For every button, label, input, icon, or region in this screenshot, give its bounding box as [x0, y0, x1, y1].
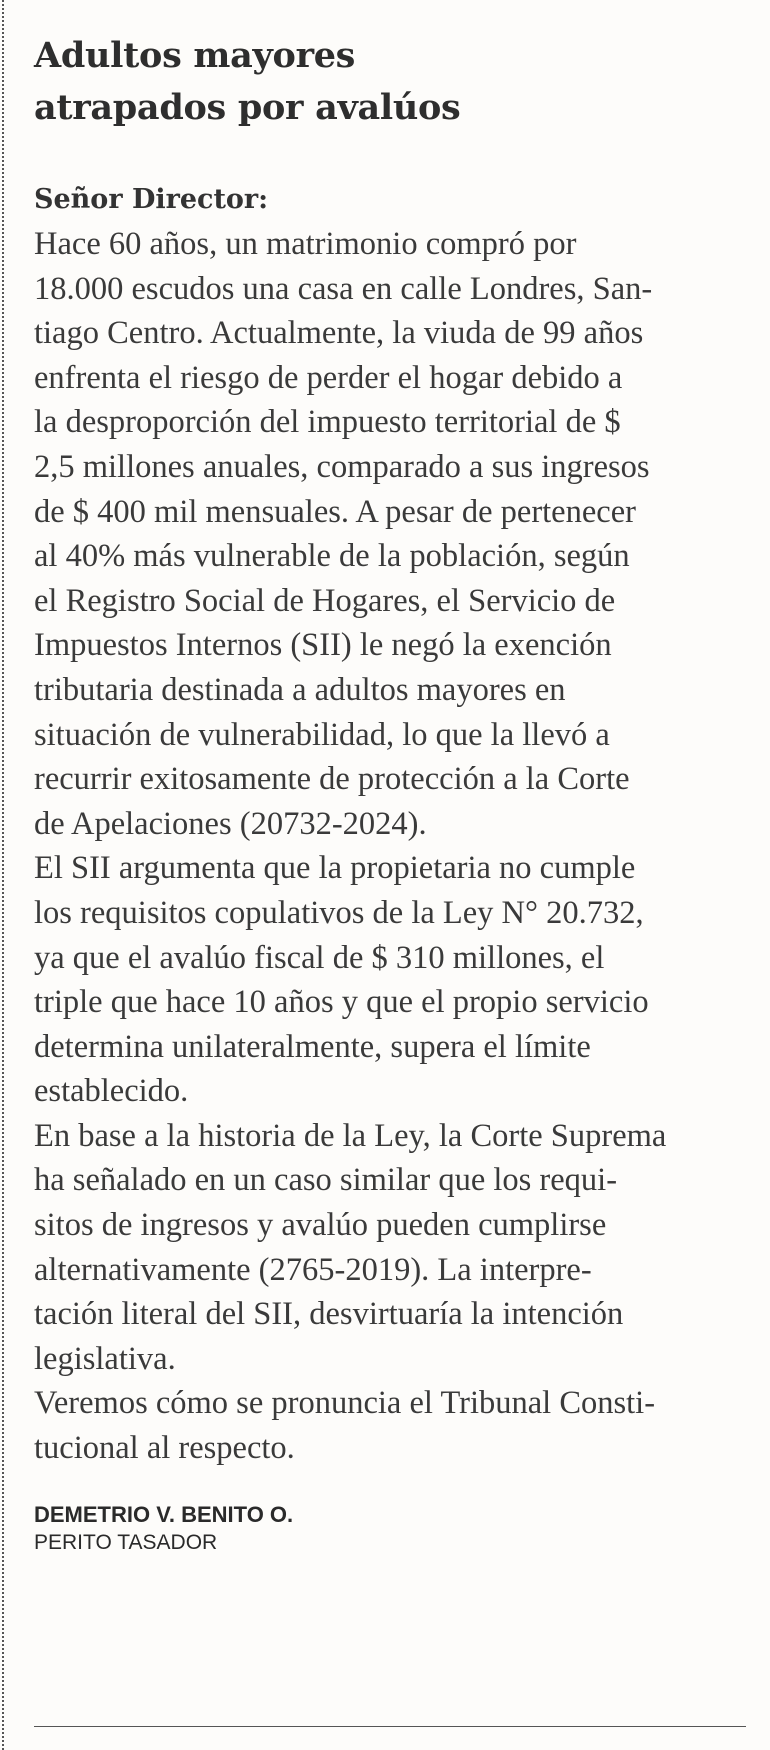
- body-line: la desproporción del impuesto territorial de $: [34, 404, 621, 441]
- body-line: triple que hace 10 años y que el propio servicio: [34, 984, 649, 1021]
- author-role: PERITO TASADOR: [34, 1530, 218, 1554]
- body-line: de Apelaciones (20732-2024).: [34, 805, 427, 842]
- body-line: Impuestos Internos (SII) le negó la exención: [34, 627, 612, 664]
- body-line: legislativa.: [34, 1340, 176, 1377]
- headline-line-2: atrapados por avalúos: [34, 87, 461, 128]
- author-name: DEMETRIO V. BENITO O.: [34, 1501, 294, 1527]
- body-line: el Registro Social de Hogares, el Servicio de: [34, 582, 616, 619]
- body-line: sitos de ingresos y avalúo pueden cumplirse: [34, 1207, 607, 1244]
- body-line: alternativamente (2765-2019). La interpre-: [34, 1251, 592, 1288]
- column-dotted-divider: [2, 0, 4, 1750]
- letter-body: [34, 222, 749, 1471]
- body-line: 18.000 escudos una casa en calle Londres, San-: [34, 270, 653, 307]
- body-line: recurrir exitosamente de protección a la Corte: [34, 761, 630, 798]
- body-line: de $ 400 mil mensuales. A pesar de pertenecer: [34, 493, 636, 530]
- headline-line-1: Adultos mayores: [34, 35, 356, 76]
- body-line: enfrenta el riesgo de perder el hogar debido a: [34, 359, 623, 396]
- body-line: situación de vulnerabilidad, lo que la llevó a: [34, 716, 610, 753]
- body-line: establecido.: [34, 1073, 189, 1110]
- body-line: tiago Centro. Actualmente, la viuda de 99 años: [34, 315, 644, 352]
- salutation: Señor Director:: [34, 184, 269, 215]
- body-line: tación literal del SII, desvirtuaría la intención: [34, 1296, 624, 1333]
- body-line: tucional al respecto.: [34, 1430, 295, 1467]
- signature-block: [34, 1501, 749, 1557]
- body-line: Hace 60 años, un matrimonio compró por: [34, 226, 577, 262]
- headline: [34, 30, 749, 134]
- body-line: Veremos cómo se pronuncia el Tribunal Consti-: [34, 1385, 656, 1422]
- body-line: ya que el avalúo fiscal de $ 310 millones, el: [34, 939, 605, 976]
- body-line: determina unilateralmente, supera el límite: [34, 1028, 591, 1065]
- body-line: ha señalado en un caso similar que los requi-: [34, 1162, 618, 1199]
- body-line: tributaria destinada a adultos mayores en: [34, 671, 566, 708]
- body-line: 2,5 millones anuales, comparado a sus ingresos: [34, 448, 650, 485]
- body-line: los requisitos copulativos de la Ley N° 20.732,: [34, 894, 644, 931]
- bottom-divider-line: [34, 1726, 746, 1727]
- body-line: al 40% más vulnerable de la población, según: [34, 538, 630, 575]
- body-line: El SII argumenta que la propietaria no cumple: [34, 850, 636, 887]
- letter-to-editor: [34, 30, 749, 1557]
- body-line: En base a la historia de la Ley, la Corte Suprema: [34, 1117, 667, 1154]
